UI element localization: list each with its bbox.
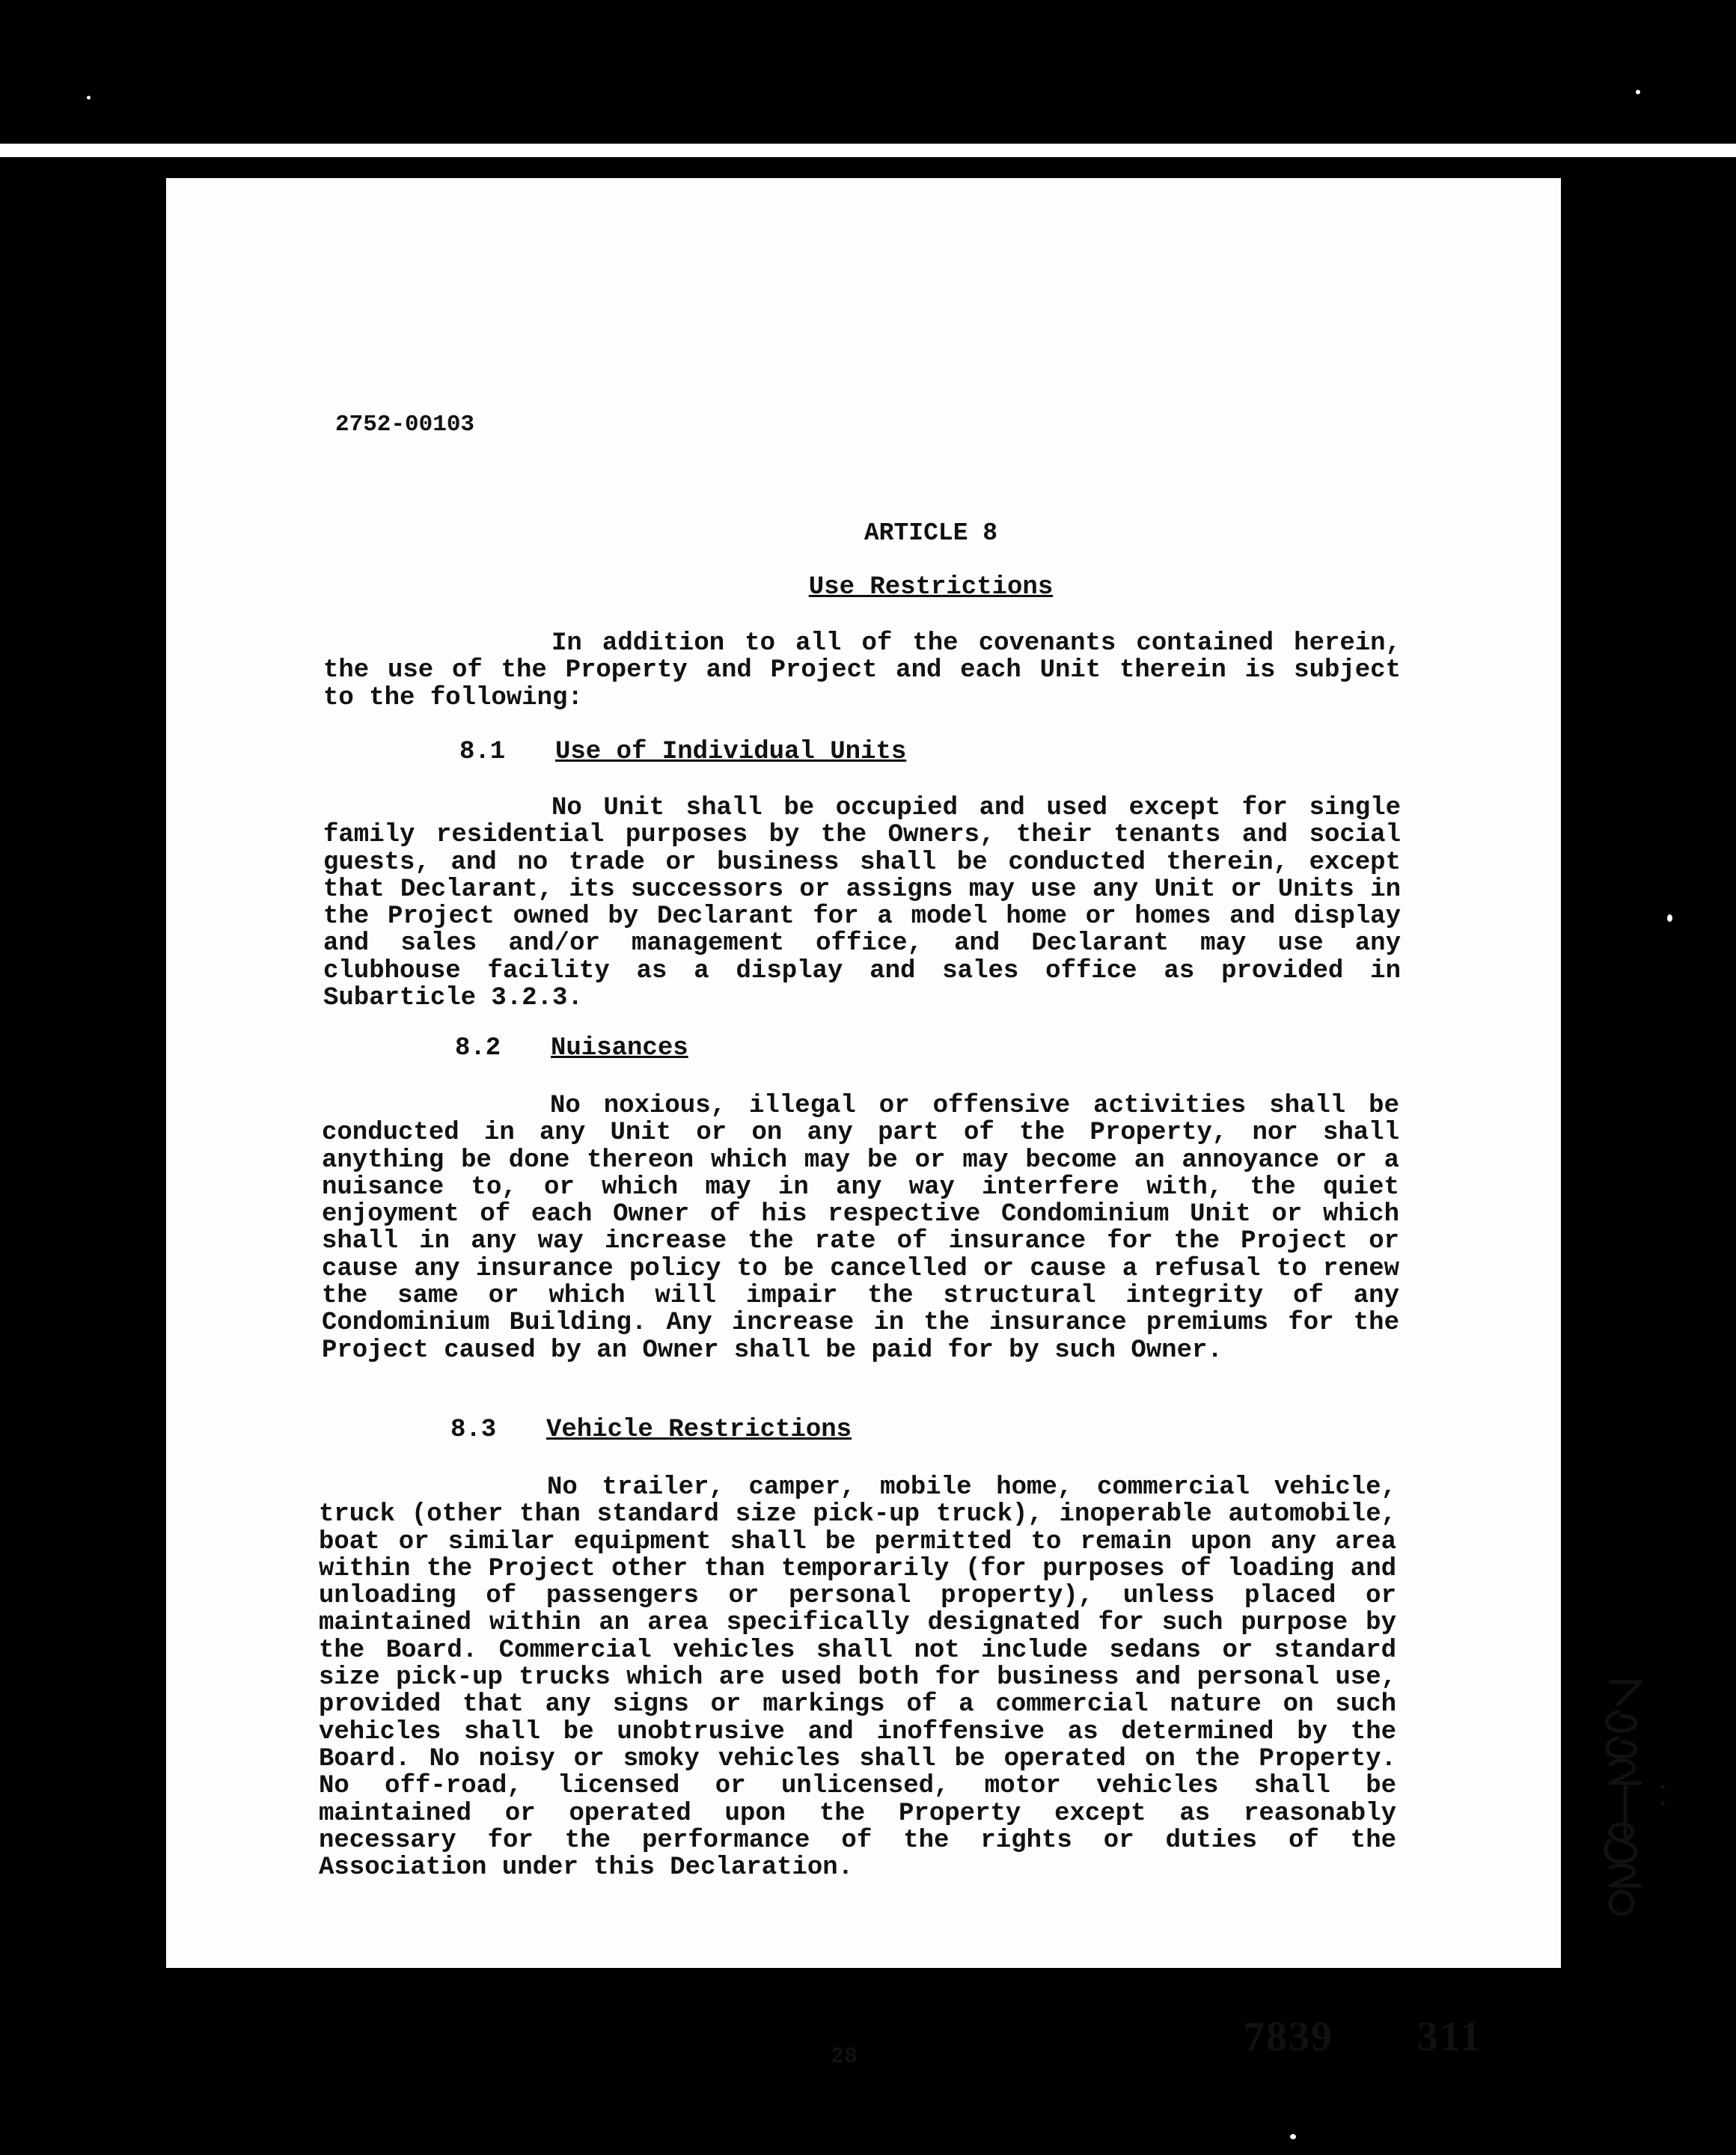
recording-stamp-page: 311 xyxy=(1417,2014,1482,2060)
section-heading-8-1 xyxy=(459,738,906,766)
scan-edge-line xyxy=(0,144,1736,157)
scan-top-border xyxy=(0,0,1736,142)
intro-paragraph xyxy=(323,630,1401,712)
scan-speck xyxy=(87,96,91,100)
section-text: No trailer, camper, mobile home, commercial vehicle, truck (other than standard size pick-up truck), inoperable automobile, boat or similar equipment shall be permitted to remain upon any area within the Project other than temporarily (for purposes of loading and unloading of passengers or personal property), unless placed or maintained within an area specifically designated for such purpose by the Board. Commercial vehicles shall not include sedans or standard size pick-up trucks which are used both for business and personal use, provided that any signs or markings of a commercial nature on such vehicles shall be unobtrusive and inoffensive as determined by the Board. No noisy or smoky vehicles shall be operated on the Property. No off-road, licensed or unlicensed, motor vehicles shall be maintained or operated upon the Property except as reasonably necessary for the performance of the rights or duties of the Association under this Declaration. xyxy=(319,1473,1396,1883)
section-text: No Unit shall be occupied and used except for single family residential purposes by the Owners, their tenants and social guests, and no trade or business shall be conducted therein, except that Declarant, its successors or assigns may use any Unit or Units in the Project owned by Declarant for a model home or homes and display and sales and/or management office, and Declarant may use any clubhouse facility as a display and sales office as provided in Subarticle 3.2.3. xyxy=(323,794,1401,1013)
section-body-8-3 xyxy=(319,1474,1396,1881)
intro-text: In addition to all of the covenants contained herein, the use of the Property and Project and each Unit therein is subject to the following: xyxy=(323,629,1401,712)
section-body-8-1 xyxy=(323,795,1401,1012)
section-title: Vehicle Restrictions xyxy=(546,1416,852,1444)
section-text: No noxious, illegal or offensive activities shall be conducted in any Unit or on any part of the Property, nor shall anything be done thereon which may be or may become an annoyance or a nuisance to, or which may in any way interfere with, the quiet enjoyment of each Owner of his respective Condominium Unit or which shall in any way increase the rate of insurance for the Project or cause any insurance policy to be cancelled or cause a refusal to renew the same or which will impair the structural integrity of any Condominium Building. Any increase in the insurance premiums for the Project caused by an Owner shall be paid for by such Owner. xyxy=(322,1092,1399,1365)
section-title: Nuisances xyxy=(551,1034,688,1063)
recording-stamp-book: 7839 xyxy=(1244,2014,1333,2060)
article-heading: Use Restrictions xyxy=(808,573,1054,602)
section-number: 8.2 xyxy=(455,1034,501,1063)
scan-speck xyxy=(1667,914,1672,922)
section-title: Use of Individual Units xyxy=(555,738,907,766)
page-number: 28 xyxy=(831,2044,858,2070)
section-heading-8-3 xyxy=(450,1416,852,1444)
document-number: 2752-00103 xyxy=(335,412,475,438)
document-page xyxy=(166,178,1561,2070)
section-number: 8.3 xyxy=(450,1416,497,1444)
scan-speck xyxy=(1636,90,1640,94)
handwritten-notation-drawing xyxy=(1588,1675,1678,1922)
section-number: 8.1 xyxy=(459,738,506,766)
scan-speck xyxy=(1290,2134,1296,2139)
article-title: ARTICLE 8 xyxy=(864,519,998,547)
section-body-8-2 xyxy=(322,1092,1399,1364)
handwritten-margin-notation xyxy=(1588,1675,1678,1922)
section-heading-8-2 xyxy=(455,1034,688,1063)
